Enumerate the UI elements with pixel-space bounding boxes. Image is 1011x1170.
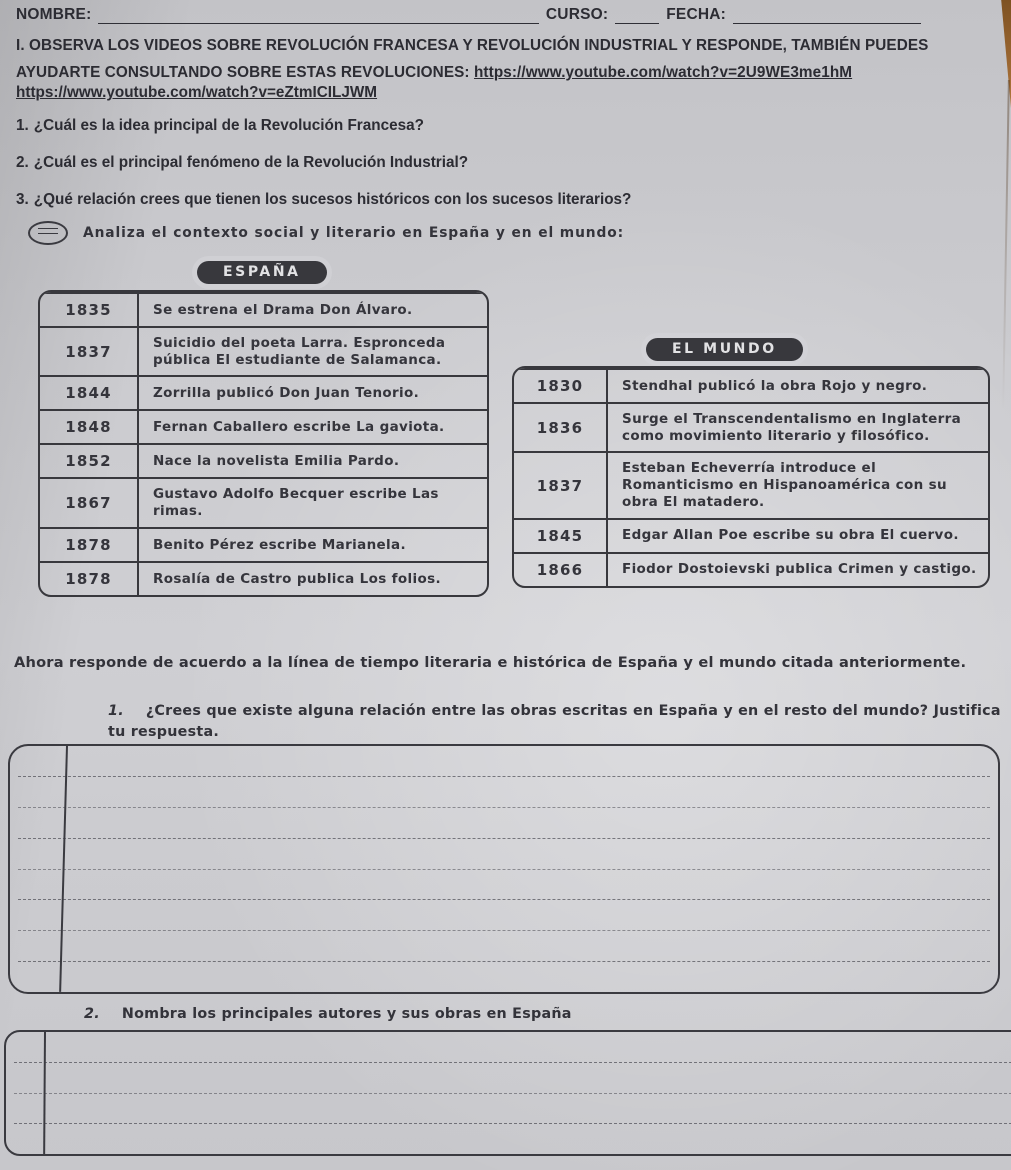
ruled-line [18, 961, 990, 962]
timeline-row [40, 326, 487, 375]
timeline-year: 1878 [40, 529, 139, 561]
timeline-row [40, 527, 487, 561]
ruled-line [14, 1093, 1011, 1094]
ruled-line [18, 899, 990, 900]
spain-timeline-table [38, 290, 489, 597]
ruled-line [18, 807, 990, 808]
timeline-row [40, 477, 487, 526]
question-2-number: 2. [16, 154, 29, 171]
paper-edge-shadow [1002, 80, 1010, 410]
timeline-row [40, 292, 487, 326]
timeline-event: Fiodor Dostoievski publica Crimen y castigo. [622, 561, 977, 578]
header-fill-in-row [16, 6, 921, 24]
video-link-1[interactable]: https://www.youtube.com/watch?v=2U9WE3me1hM [473, 63, 853, 81]
timeline-event: Esteban Echeverría introduce el Romanticismo en Hispanoamérica con su obra El matadero. [622, 460, 947, 510]
name-blank-line[interactable] [98, 6, 538, 24]
timeline-event: Benito Pérez escribe Marianela. [153, 536, 406, 553]
timeline-event: Rosalía de Castro publica Los folios. [153, 570, 441, 587]
timeline-year: 1867 [40, 479, 139, 526]
respond-question-1-text: ¿Crees que existe alguna relación entre las obras escritas en España y en el resto del mundo? Justifica tu respuesta. [108, 703, 1001, 741]
timeline-event: Suicidio del poeta Larra. Espronceda pública El estudiante de Salamanca. [153, 335, 446, 368]
timeline-row [514, 402, 988, 451]
timeline-row [514, 552, 988, 586]
answer-area-1[interactable] [8, 744, 1000, 994]
question-3-number: 3. [16, 191, 29, 208]
timeline-year: 1844 [40, 377, 139, 409]
world-timeline-table [512, 366, 990, 588]
ruled-lines [18, 746, 990, 992]
timeline-event: Zorrilla publicó Don Juan Tenorio. [153, 385, 420, 402]
timeline-row [40, 561, 487, 595]
timeline-year: 1837 [514, 453, 608, 517]
question-3 [16, 191, 631, 209]
ruled-line [18, 930, 990, 931]
course-blank-line[interactable] [615, 6, 659, 24]
question-1-number: 1. [16, 117, 29, 134]
timeline-row [514, 368, 988, 402]
analyze-prompt-text: Analiza el contexto social y literario en España y en el mundo: [83, 225, 625, 241]
timeline-event: Surge el Transcendentalismo en Inglaterra como movimiento literario y filosófico. [622, 411, 962, 444]
timeline-row [40, 375, 487, 409]
instructions-text: I. OBSERVA LOS VIDEOS SOBRE REVOLUCIÓN FRANCESA Y REVOLUCIÓN INDUSTRIAL Y RESPONDE, TAMBIÉN PUEDES AYUDARTE CONSULTANDO SOBRE ESTAS REVOLUCIONES: [16, 37, 929, 81]
question-1 [16, 117, 424, 135]
date-label: FECHA: [666, 6, 726, 23]
timeline-row [514, 518, 988, 552]
timeline-event: Gustavo Adolfo Becquer escribe Las rimas. [153, 486, 439, 520]
timeline-year: 1878 [40, 563, 139, 595]
timeline-year: 1836 [514, 404, 608, 451]
timeline-event: Se estrena el Drama Don Álvaro. [153, 301, 413, 318]
question-2 [16, 154, 468, 172]
question-2-text: ¿Cuál es el principal fenómeno de la Revolución Industrial? [33, 154, 469, 171]
timeline-year: 1845 [514, 520, 608, 552]
timeline-row [40, 443, 487, 477]
timeline-year: 1866 [514, 554, 608, 586]
respond-section-intro: Ahora responde de acuerdo a la línea de tiempo literaria e histórica de España y el mundo citada anteriormente. [14, 654, 967, 671]
world-badge: EL MUNDO [646, 338, 803, 361]
video-link-2[interactable]: https://www.youtube.com/watch?v=eZtmICILJWM [16, 84, 378, 101]
section-1-instructions [16, 33, 972, 87]
timeline-year: 1830 [514, 370, 608, 402]
timeline-row [514, 451, 988, 517]
timeline-year: 1835 [40, 294, 139, 326]
name-label: NOMBRE: [16, 6, 92, 23]
timeline-year: 1852 [40, 445, 139, 477]
ruled-line [18, 776, 990, 777]
ruled-line [14, 1123, 1011, 1124]
respond-question-1 [108, 701, 1008, 744]
timeline-event: Fernan Caballero escribe La gaviota. [153, 419, 445, 436]
course-label: CURSO: [545, 6, 609, 23]
video-link-2-line [16, 84, 377, 102]
answer-area-2[interactable] [4, 1030, 1011, 1156]
respond-question-2 [84, 1004, 572, 1025]
timeline-event: Stendhal publicó la obra Rojo y negro. [622, 377, 928, 394]
ruled-line [14, 1062, 1011, 1063]
analyze-prompt-row [28, 221, 624, 245]
timeline-event: Nace la novelista Emilia Pardo. [153, 453, 400, 470]
respond-question-2-text: Nombra los principales autores y sus obras en España [121, 1006, 572, 1022]
timeline-event: Edgar Allan Poe escribe su obra El cuervo. [622, 527, 959, 544]
ruled-lines [14, 1032, 1011, 1154]
book-icon [28, 221, 68, 245]
question-1-text: ¿Cuál es la idea principal de la Revolución Francesa? [33, 117, 424, 134]
ruled-line [18, 838, 990, 839]
timeline-year: 1848 [40, 411, 139, 443]
date-blank-line[interactable] [733, 6, 921, 24]
ruled-line [18, 869, 990, 870]
respond-question-2-number: 2. [84, 1006, 100, 1022]
question-3-text: ¿Qué relación crees que tienen los sucesos históricos con los sucesos literarios? [33, 191, 632, 208]
timeline-year: 1837 [40, 328, 139, 375]
respond-question-1-number: 1. [108, 703, 124, 719]
timeline-row [40, 409, 487, 443]
spain-badge: ESPAÑA [197, 261, 327, 284]
